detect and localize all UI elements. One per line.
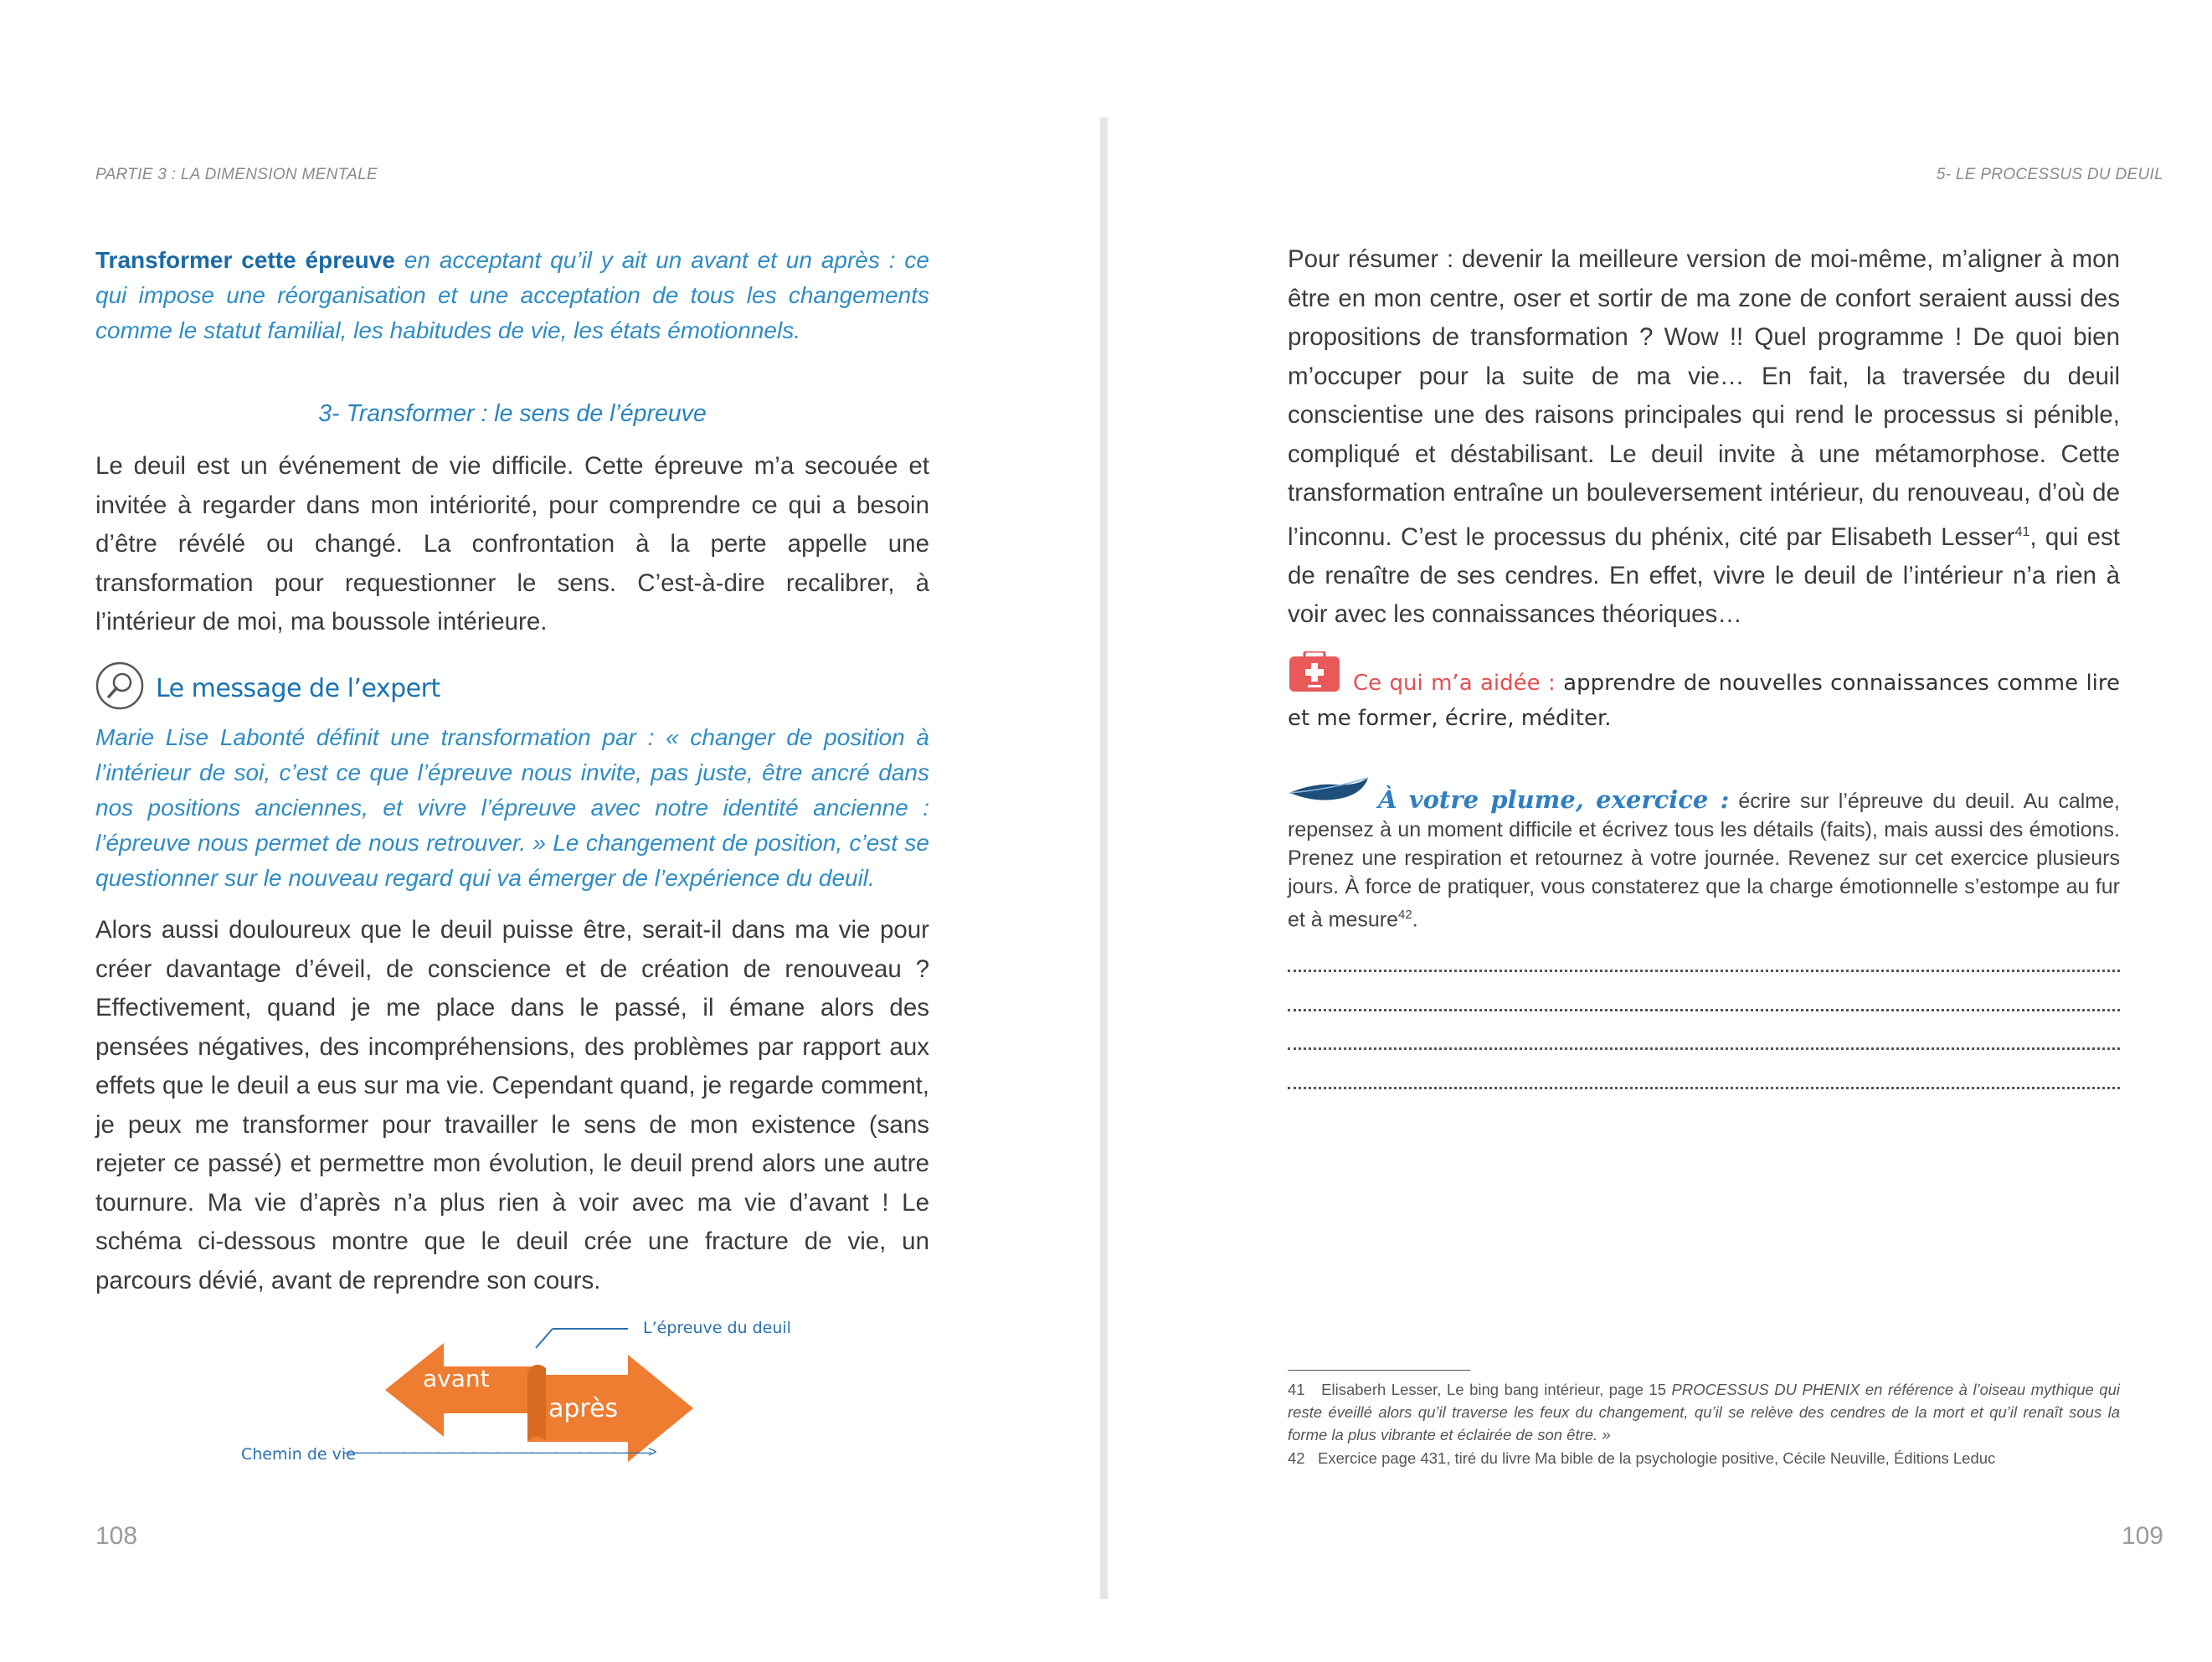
writing-line-3[interactable]	[1288, 1047, 2120, 1050]
chemin-line: ——————————————————————————>	[343, 1443, 654, 1460]
exercise-block	[1288, 785, 2120, 934]
footnote-rule	[1288, 1370, 1470, 1371]
intro-bold: Transformer cette épreuve	[95, 247, 395, 273]
footnote-41-text: Elisaberh Lesser, Le bing bang intérieur, page 15	[1321, 1381, 1672, 1398]
exercise-text-a: écrire sur l’épreuve du deuil. Au calme, repensez à un moment difficile et écrivez tous les détails (faits), mais aussi des émotions. Prenez une respiration et retournez à votre journée. Revenez sur cet exercice plusieurs jours. À force de pratiquer, vous constaterez que la charge émotionnelle s’estompe au fur et à mesure	[1288, 790, 2120, 932]
page-number-left: 108	[95, 1522, 138, 1550]
running-head-right: 5- LE PROCESSUS DU DEUIL	[1936, 166, 2163, 183]
intro-paragraph	[95, 243, 929, 348]
expert-title: Le message de l’expert	[156, 674, 440, 703]
right-paragraph-text-b: , qui est de renaître de ses cendres. En effet, vivre le deuil de l’intérieur n’a rien à voir avec les connaissances théoriques…	[1288, 522, 2120, 629]
exercise-text-b: .	[1412, 908, 1418, 932]
footnote-42	[1288, 1447, 2120, 1469]
footnote-42-number: 42	[1288, 1449, 1305, 1467]
right-page	[1115, 0, 2212, 1662]
footnote-ref-42: 42	[1398, 908, 1412, 922]
aide-label: Ce qui m’a aidée :	[1353, 671, 1564, 696]
page-number-right: 109	[2121, 1522, 2163, 1550]
page-gutter	[1100, 117, 1108, 1599]
exercise-label: À votre plume, exercice :	[1378, 785, 1730, 814]
magnifier-icon	[95, 661, 144, 710]
body-paragraph-2: Alors aussi douloureux que le deuil puisse être, serait-il dans ma vie pour créer davantage d’éveil, de conscience et de création de renouveau ? Effectivement, quand je me place dans le passé, il émane alors des pensées négatives, des incompréhensions, des problèmes par rapport aux effets que le deuil a eus sur ma vie. Cependant quand, je regarde comment, je peux me transformer pour travailler le sens de mon existence (sans rejeter ce passé) et permettre mon évolution, le deuil prend alors une autre tournure. Ma vie d’après n’a plus rien à voir avec ma vie d’avant ! Le schéma ci-dessous montre que le deuil crée une fracture de vie, un parcours dévié, avant de reprendre son cours.	[95, 916, 929, 1294]
epreuve-label: L’épreuve du deuil	[643, 1319, 791, 1337]
chemin-label: Chemin de vie	[241, 1445, 356, 1464]
right-paragraph-text-a: Pour résumer : devenir la meilleure version de moi-même, m’aligner à mon être en mon centre, oser et sortir de ma zone de confort seraient aussi des propositions de transformation ? Wow !! Quel programme ! De quoi bien m’occuper pour la suite de ma vie… En fait, la traversée du deuil conscientise une des raisons principales qui rend le processus si pénible, compliqué et déstabilisant. Le deuil invite à une métamorphose. Cette transformation entraîne un bouleversement intérieur, du renouveau, d’où de l’inconnu. C’est le processus du phénix, cité par Elisabeth Lesser	[1288, 245, 2120, 551]
aide-block	[1288, 666, 2120, 736]
footnote-42-text: Exercice page 431, tiré du livre Ma bible de la psychologie positive, Cécile Neuville, Éditions Leduc	[1318, 1449, 1996, 1467]
footnote-ref-41: 41	[2014, 524, 2030, 539]
writing-line-2[interactable]	[1288, 1009, 2120, 1011]
section-subheading: 3- Transformer : le sens de l’épreuve	[318, 400, 707, 427]
avant-label: avant	[423, 1365, 490, 1392]
aide-text: apprendre de nouvelles connaissances comme lire et me former, écrire, méditer.	[1288, 671, 2120, 731]
running-head-left: PARTIE 3 : LA DIMENSION MENTALE	[95, 166, 378, 183]
expert-quote: Marie Lise Labonté définit une transformation par : « changer de position à l’intérieur de soi, c’est ce que l’épreuve nous invite, pas juste, être ancré dans nos positions anciennes, et vivre l’épreuve avec notre identité ancienne : l’épreuve nous permet de nous retrouver. » Le changement de position, c’est se questionner sur le nouveau regard qui va émerger de l’expérience du deuil.	[95, 724, 929, 891]
footnote-41-number: 41	[1288, 1381, 1305, 1398]
apres-label: après	[548, 1394, 619, 1423]
right-paragraph	[1288, 240, 2120, 635]
left-page	[0, 0, 1097, 1662]
footnote-41	[1288, 1378, 2120, 1446]
body-paragraph-1: Le deuil est un événement de vie difficile. Cette épreuve m’a secouée et invitée à regarder dans mon intériorité, pour comprendre ce qui a besoin d’être révélé ou changé. La confrontation à la perte appelle une transformation pour requestionner le sens. C’est-à-dire recalibrer, à l’intérieur de moi, ma boussole intérieure.	[95, 452, 929, 635]
intro-text: en acceptant qu’il y ait un avant et un après : ce qui impose une réorganisation et une acceptation de tous les changements comme le statut familial, les habitudes de vie, les états émotionnels.	[95, 247, 929, 343]
writing-line-1[interactable]	[1288, 970, 2120, 972]
writing-line-4[interactable]	[1288, 1087, 2120, 1089]
footnote-41-italic: PROCESSUS DU PHENIX en référence à l’oiseau mythique qui reste éveillé alors qu’il traverse les feux du changement, qu’il se relève des cendres de la mort et qu’il renaît sous la forme la plus vibrante et éclairée de son être. »	[1288, 1381, 2120, 1443]
